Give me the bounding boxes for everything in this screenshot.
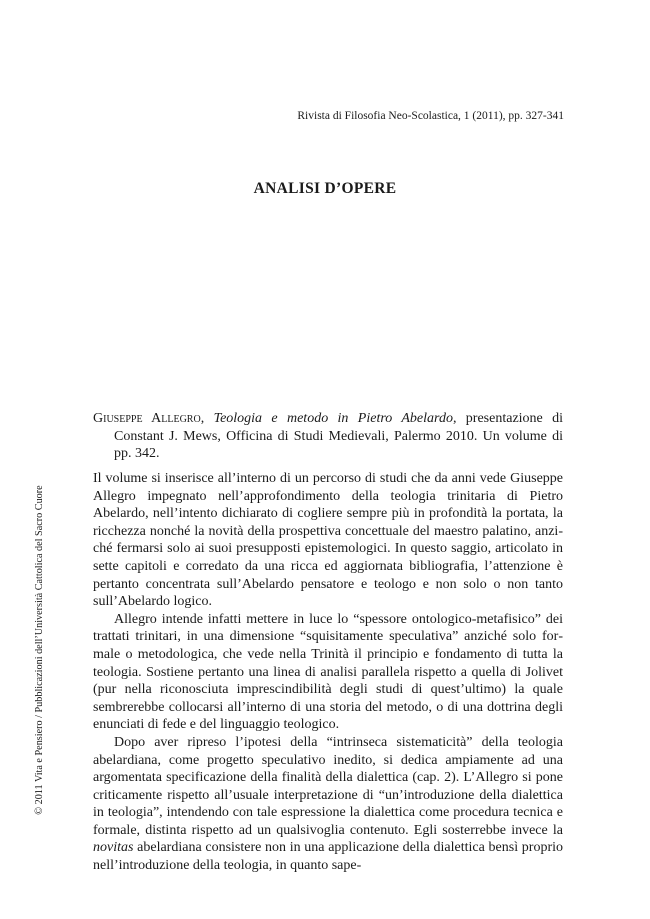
paragraph-1: Il volume si inserisce all’interno di un percorso di studi che da anni vede Giuseppe Allegro impegnato nell’approfondimento della teologia trinitaria di Pietro Abelardo, nell’intento dichiarato di cogliere sempre più in profondità la portata, la ricchezza nonché la novità della prospettiva concettuale del maestro palatino, anziché fermarsi solo ai suoi presupposti epistemologici. In questo saggio, articolato in sette capitoli e corredato da una ricca ed aggiornata bibliografia, l’attenzione è pertanto concentrata sull’Abelardo pensatore e teologo e non solo o non tanto sull’Abelardo logico. — [93, 471, 563, 610]
copyright-text: © 2011 Vita e Pensiero / Pubblicazioni dell’Università Cattolica del Sacro Cuore — [34, 485, 45, 815]
section-title: ANALISI D’OPERE — [253, 180, 397, 197]
book-title: Teologia e metodo in Pietro Abelardo — [213, 411, 453, 426]
copyright-sidebar — [32, 470, 48, 830]
paragraph-3-start: Dopo aver ripreso l’ipotesi della “intrinseca sistematicità” della teologia abelardiana, come progetto speculativo inedito, si dedica ampiamente ad una argomentata specificazione della finalità della dialettica (cap. 2). L’Allegro si pone criticamente rispetto all’usuale interpretazione di “un’introduzione della dialettica in teologia”, intendendo con tale espressione la dialettica come procedura tecnica e formale, distinta rispetto ad un qualsivoglia contenuto. Egli sosterrebbe invece la — [93, 734, 563, 838]
paragraph-2: Allegro intende infatti mettere in luce lo “spessore ontologico-metafisico” dei trattati trinitari, in una dimensione “squisitamente speculativa” anziché solo formale o metodologica, che vede nella Trinità il principio e fondamento di tutta la teologia. Sostiene pertanto una linea di analisi parallela rispetto a quella di Jolivet (pur nella riconosciuta imprescindibilità degli studi di quest’ultimo) la quale sembrerebbe collocarsi all’interno di una storia del metodo, o di una dottrina degli enunciati di fede e del linguaggio teologico. — [93, 611, 563, 733]
citation-details: , presentazione di Constant J. Mews, Officina di Studi Medievali, Palermo 2010. Un volume di pp. 342. — [114, 411, 564, 461]
journal-reference: Rivista di Filosofia Neo-Scolastica, 1 (2011), pp. 327-341 — [297, 110, 564, 122]
review-body — [93, 470, 563, 875]
paragraph-3 — [93, 734, 563, 875]
paragraph-3-end: abelardiana consistere non in una applicazione della dialettica bensì proprio nell’introduzione della teologia, in quanto sape- — [93, 840, 563, 874]
citation-separator: , — [200, 411, 214, 426]
review-citation — [93, 410, 563, 463]
review-author: Giuseppe Allegro — [93, 411, 201, 426]
emphasis-novitas: novitas — [93, 840, 134, 856]
